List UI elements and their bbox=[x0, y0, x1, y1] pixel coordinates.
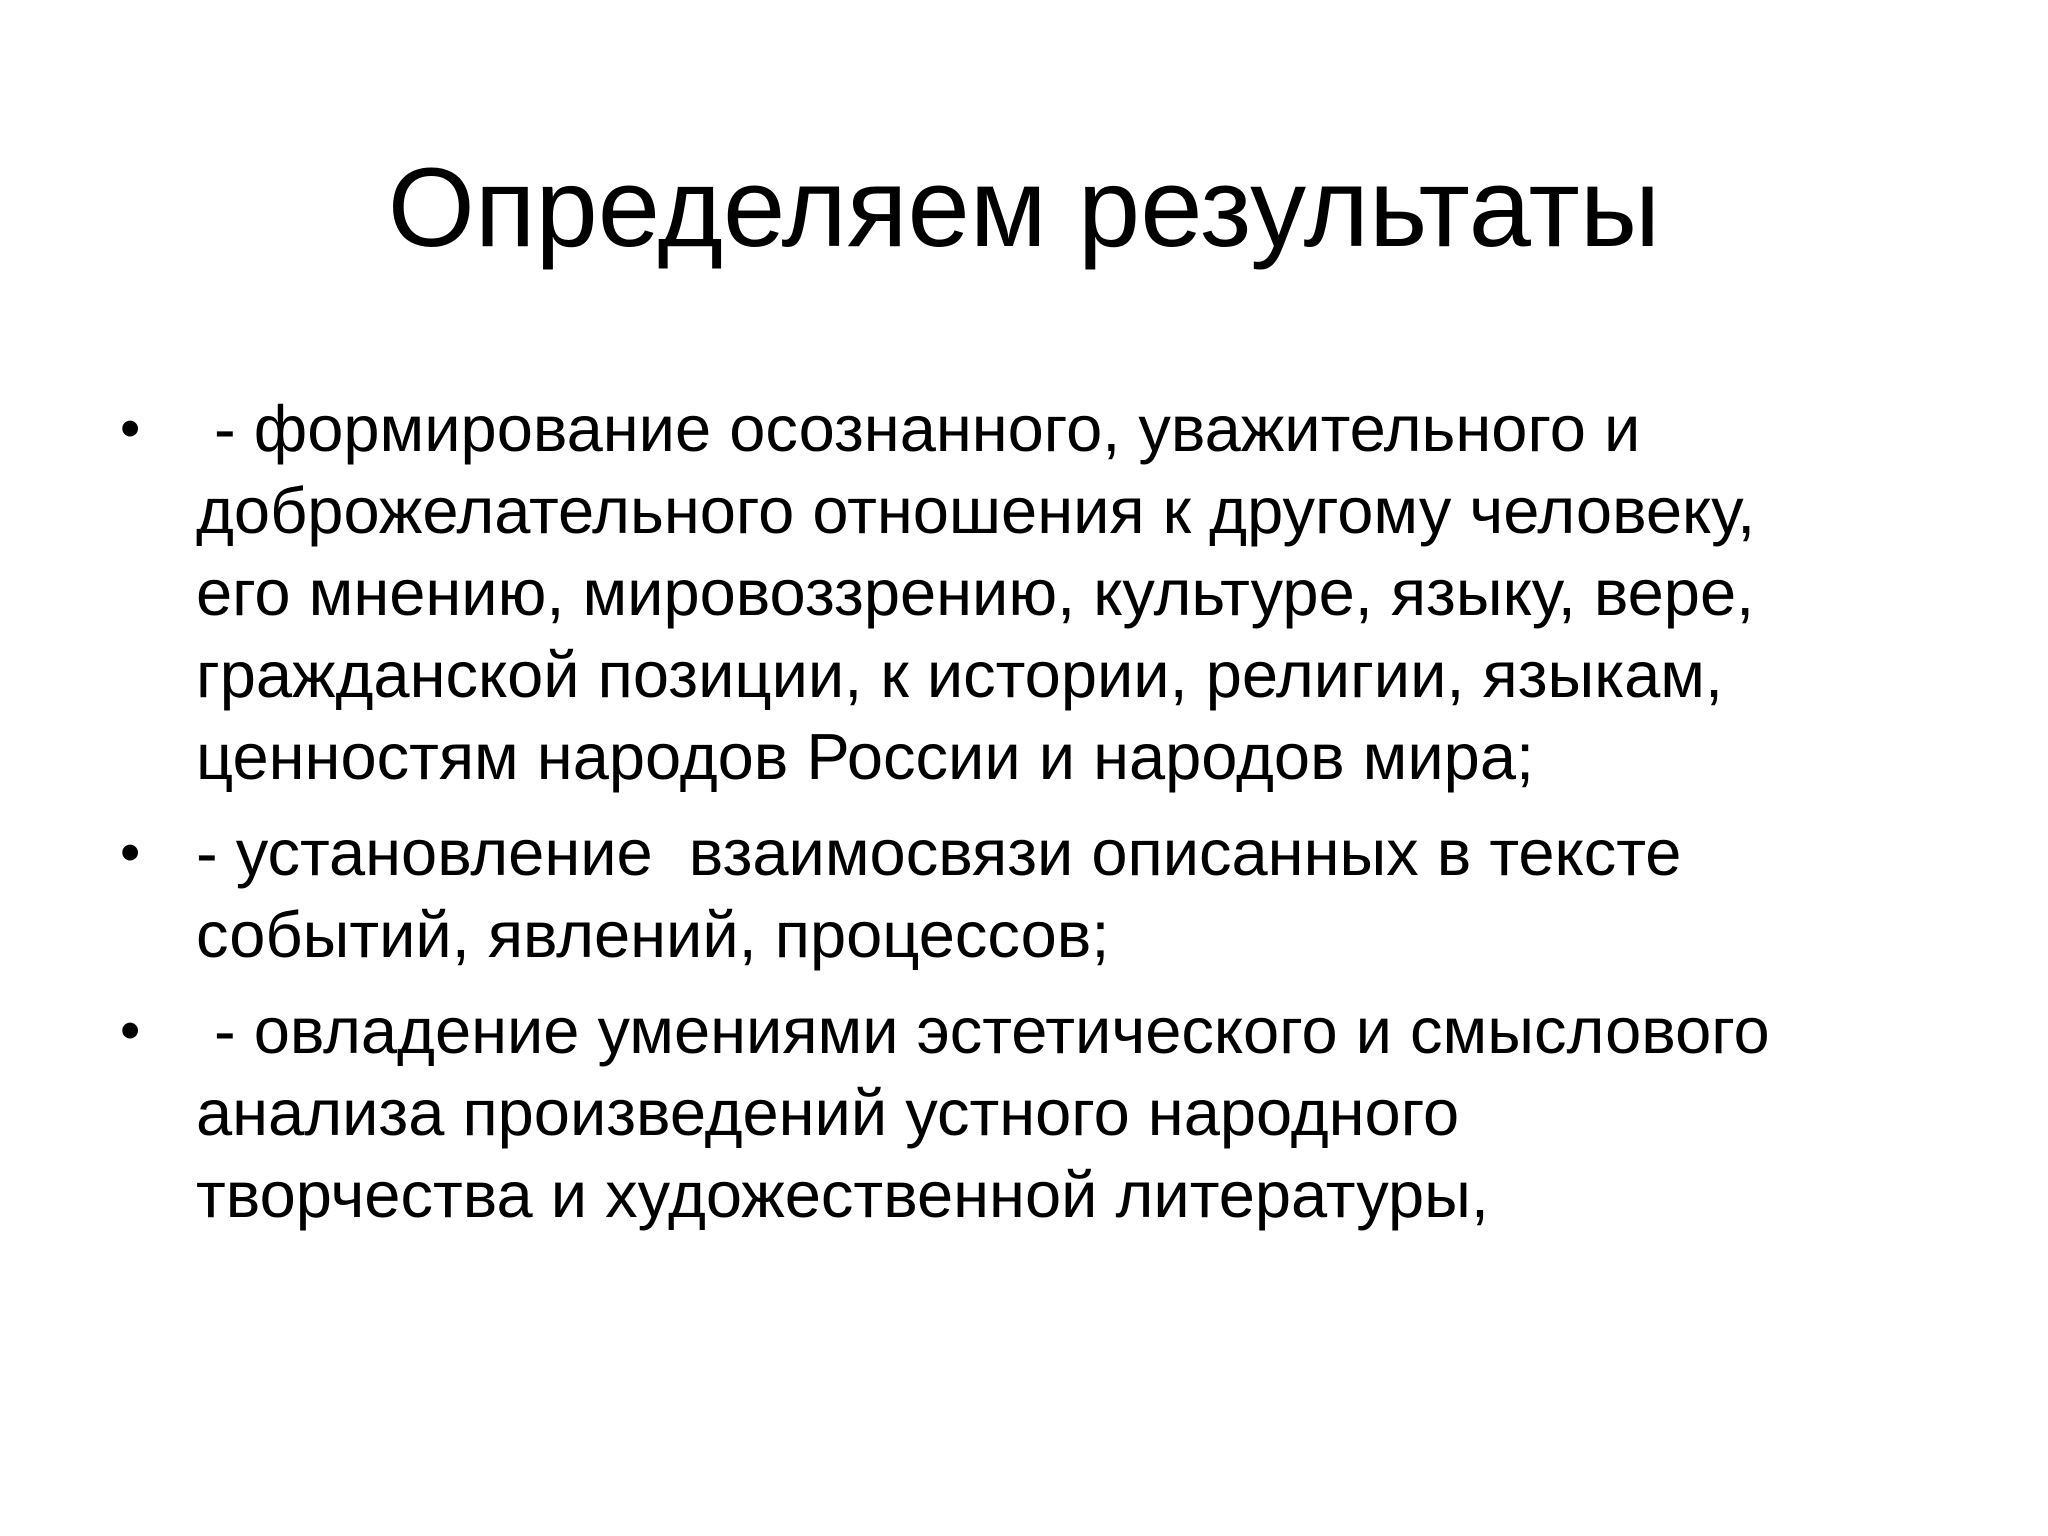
bullet-line: анализа произведений устного народного bbox=[196, 1076, 1460, 1149]
bullet-line: гражданской позиции, к истории, религии, языкам, bbox=[196, 638, 1724, 711]
bullet-dot-icon: • bbox=[120, 820, 141, 885]
bullet-line: событий, явлений, процессов; bbox=[196, 898, 1110, 971]
bullet-item bbox=[120, 990, 1950, 1236]
bullet-line: - установление взаимосвязи описанных в тексте bbox=[196, 816, 1682, 889]
bullet-line: доброжелательного отношения к другому человеку, bbox=[196, 474, 1756, 547]
bullet-dot-icon: • bbox=[120, 396, 141, 461]
bullet-line: его мнению, мировоззрению, культуре, языку, вере, bbox=[196, 556, 1755, 629]
bullet-list bbox=[120, 388, 1950, 1250]
slide-title: Определяем результаты bbox=[387, 145, 1661, 270]
bullet-dot-icon: • bbox=[120, 998, 141, 1063]
bullet-item bbox=[120, 812, 1950, 976]
bullet-line: - овладение умениями эстетического и смыслового bbox=[196, 994, 1770, 1067]
bullet-line: - формирование осознанного, уважительного и bbox=[196, 392, 1641, 465]
bullet-line: ценностям народов России и народов мира; bbox=[196, 720, 1535, 793]
bullet-line: творчества и художественной литературы, bbox=[196, 1158, 1489, 1231]
bullet-item bbox=[120, 388, 1950, 798]
